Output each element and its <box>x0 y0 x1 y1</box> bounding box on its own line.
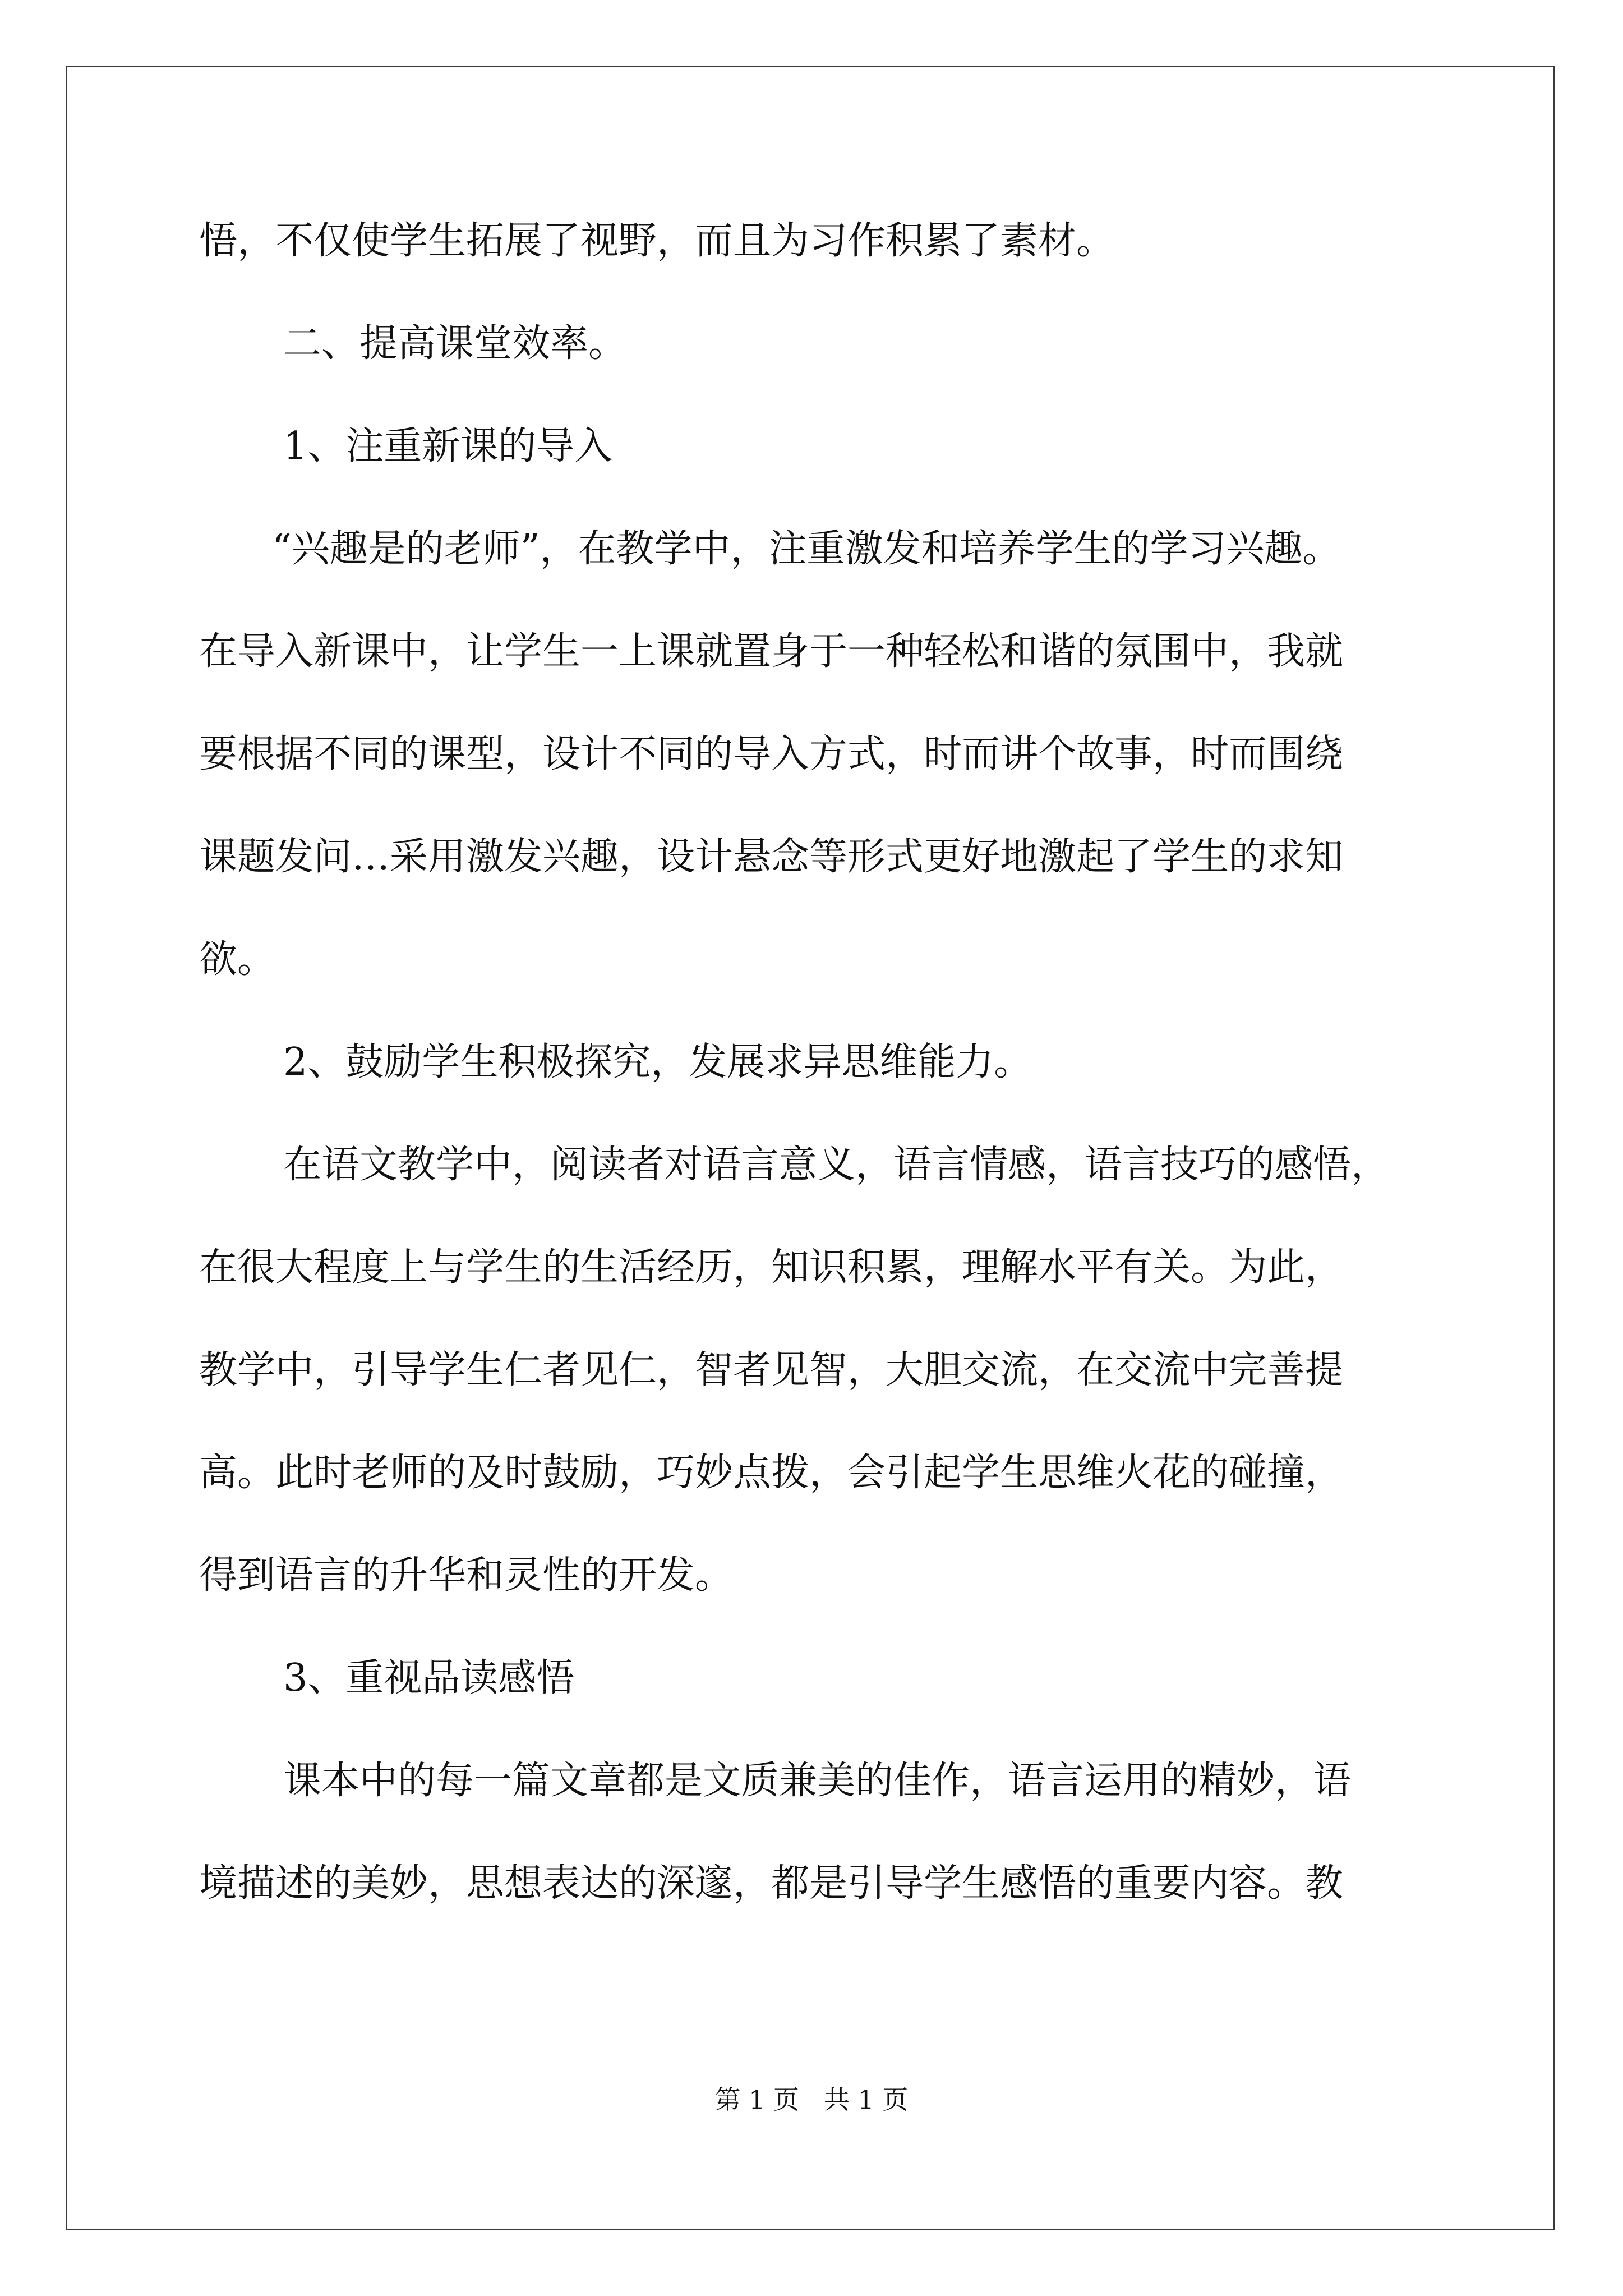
text-line: 课本中的每一篇文章都是文质兼美的佳作，语言运用的精妙，语 <box>283 1759 1352 1803</box>
text-line: “兴趣是的老师”，在教学中，注重激发和培养学生的学习兴趣。 <box>272 527 1341 571</box>
text-line: 高。此时老师的及时鼓励，巧妙点拨，会引起学生思维火花的碰撞， <box>199 1451 1344 1495</box>
text-line: 在很大程度上与学生的生活经历，知识积累，理解水平有关。为此， <box>199 1245 1344 1290</box>
text-line: 在导入新课中，让学生一上课就置身于一种轻松和谐的氛围中，我就 <box>199 629 1344 674</box>
subheading: 3、重视品读感悟 <box>283 1656 575 1700</box>
page-number-footer: 第 1 页 共 1 页 <box>714 2085 909 2115</box>
text-line: 教学中，引导学生仁者见仁，智者见智，大胆交流，在交流中完善提 <box>199 1348 1344 1392</box>
subheading: 2、鼓励学生积极探究，发展求异思维能力。 <box>283 1040 1032 1084</box>
text-line: 悟，不仅使学生拓展了视野，而且为习作积累了素材。 <box>199 219 1115 263</box>
text-line: 境描述的美妙，思想表达的深邃，都是引导学生感悟的重要内容。教 <box>199 1861 1344 1906</box>
text-line: 得到语言的升华和灵性的开发。 <box>199 1553 734 1598</box>
section-heading: 二、提高课堂效率。 <box>283 321 627 366</box>
subheading: 1、注重新课的导入 <box>283 424 613 468</box>
text-line: 要根据不同的课型，设计不同的导入方式，时而讲个故事，时而围绕 <box>199 732 1344 776</box>
text-line: 在语文教学中，阅读者对语言意义，语言情感，语言技巧的感悟， <box>283 1143 1390 1187</box>
text-line: 欲。 <box>199 937 276 982</box>
text-line: 课题发问…采用激发兴趣，设计悬念等形式更好地激起了学生的求知 <box>199 835 1344 879</box>
